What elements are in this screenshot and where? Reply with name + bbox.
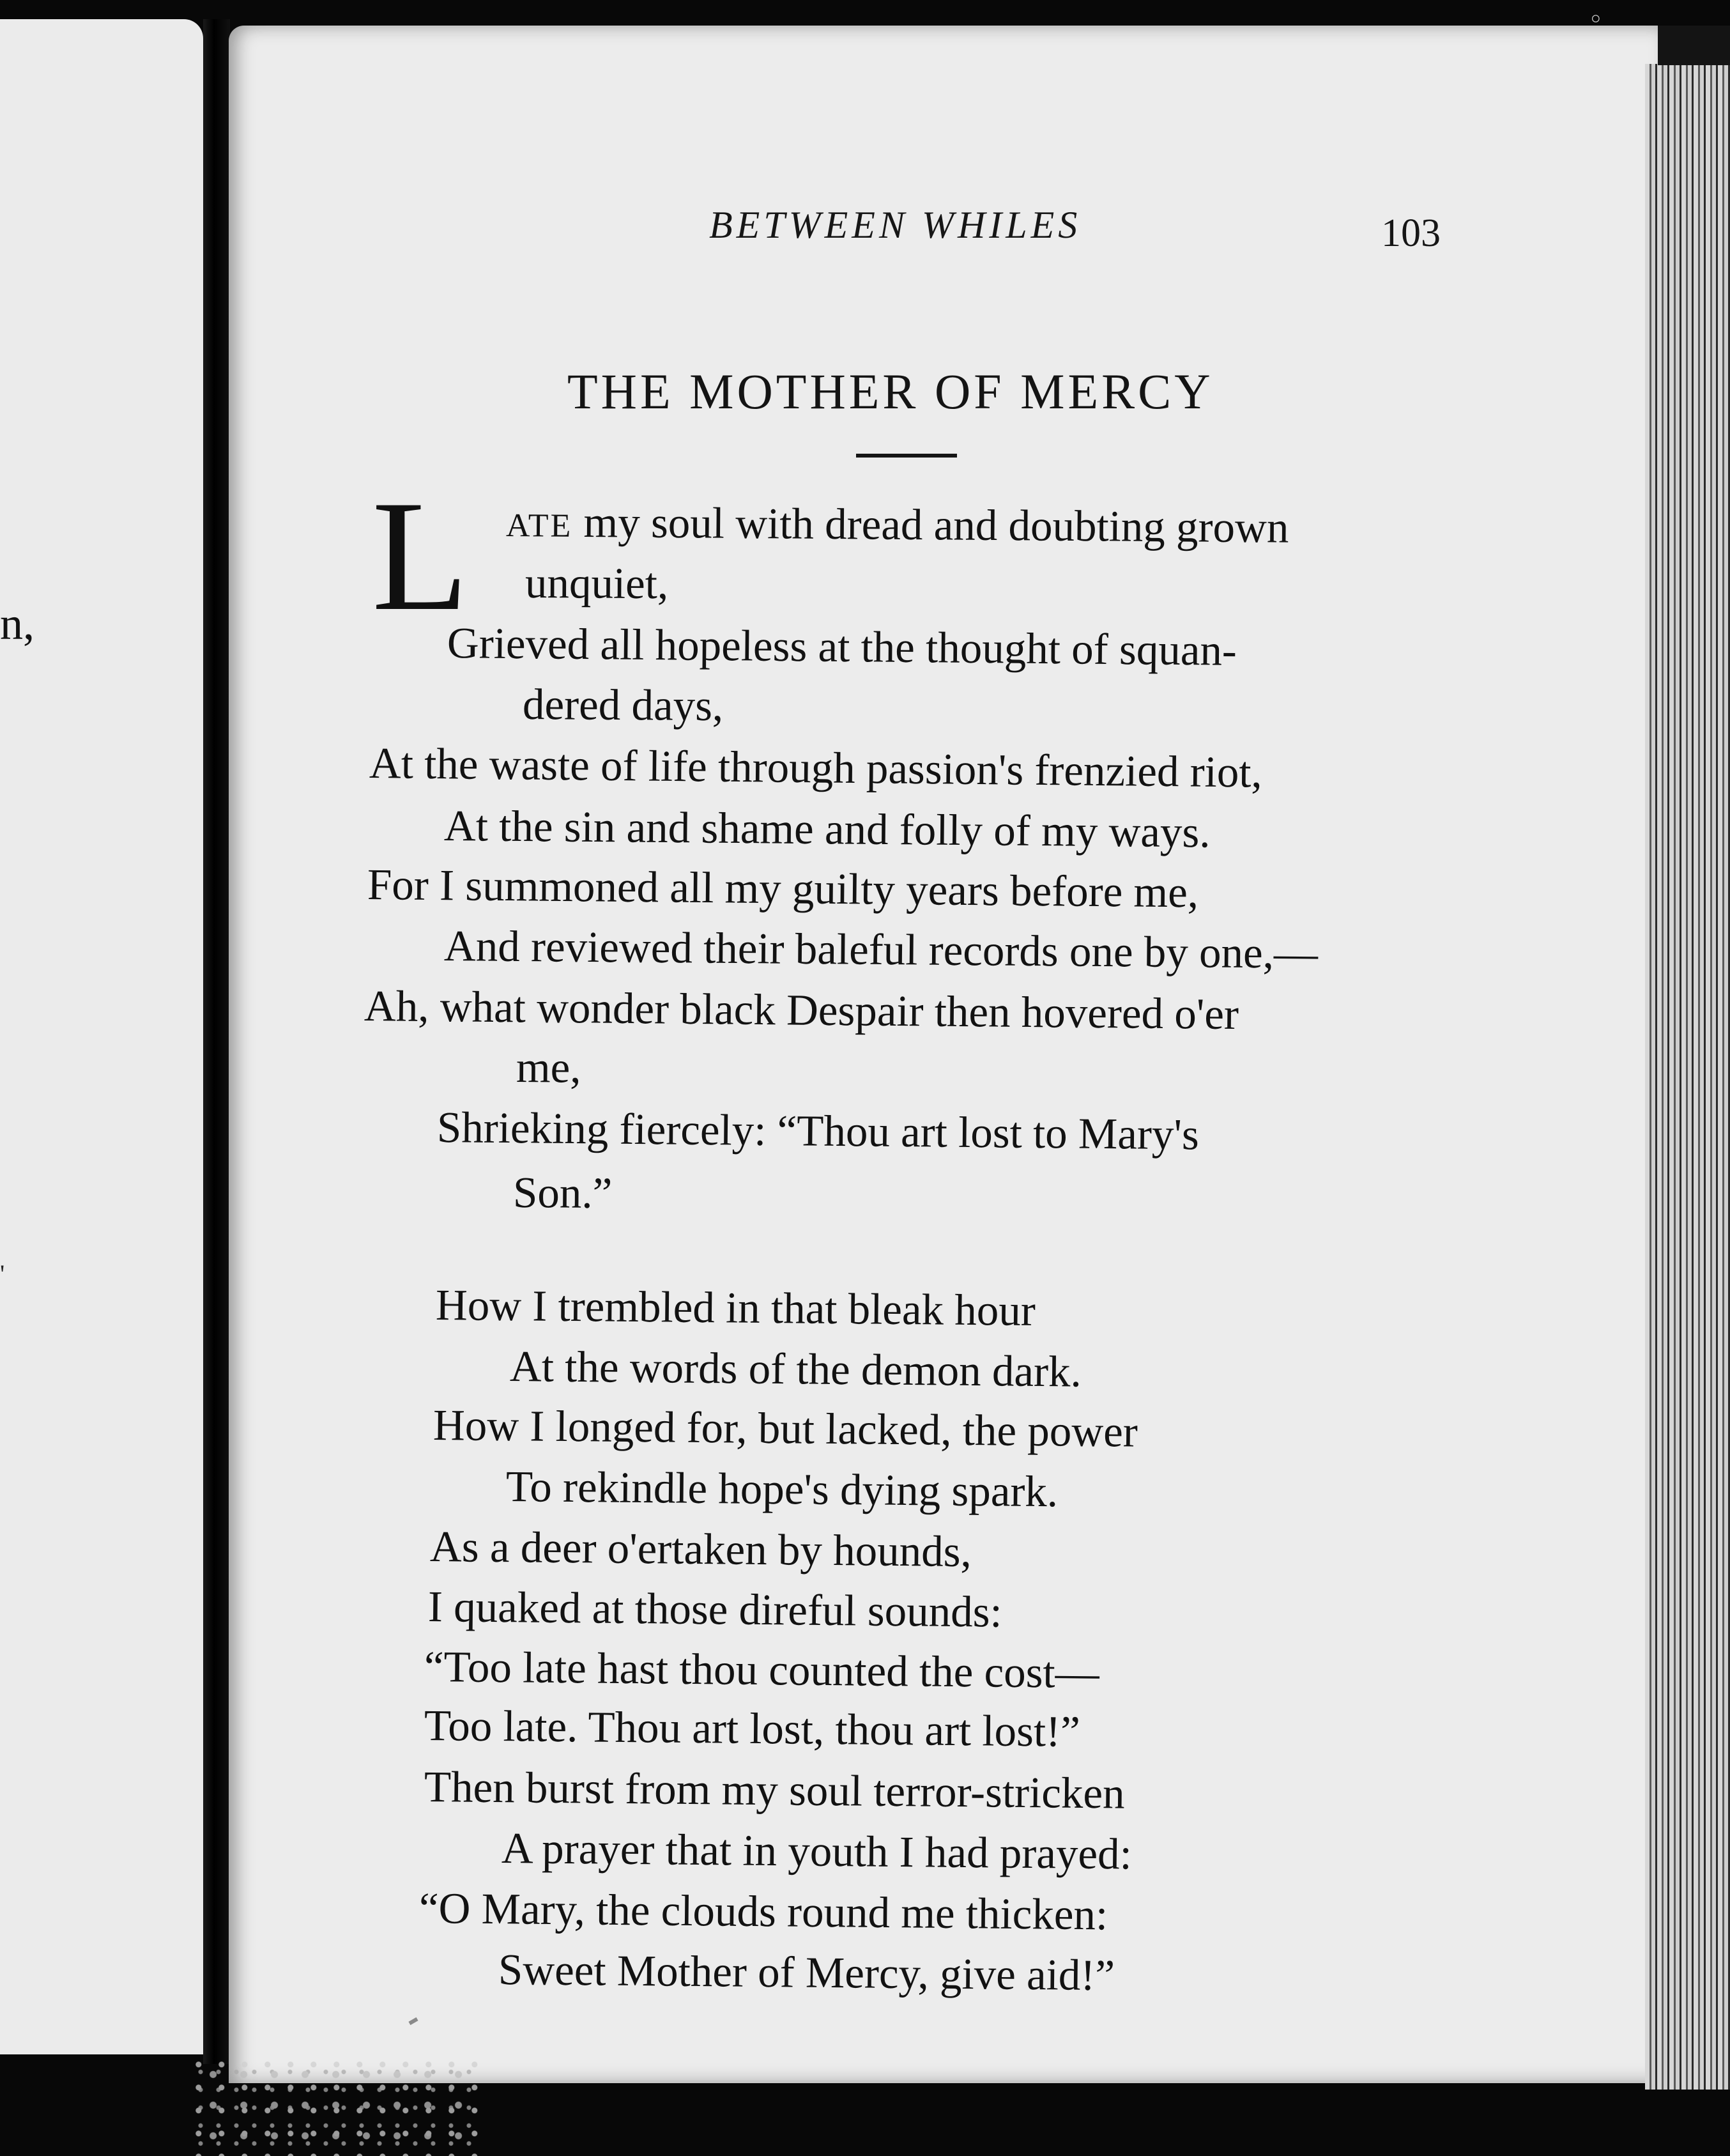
poem-line: “Too late hast thou counted the cost— bbox=[424, 1642, 1100, 1698]
poem-line: Ah, what wonder black Despair then hovered o'er bbox=[364, 982, 1239, 1039]
poem-line: Sweet Mother of Mercy, give aid!” bbox=[498, 1945, 1115, 2000]
poem-line: Shrieking fiercely: “Thou art lost to Mary's bbox=[436, 1103, 1200, 1159]
poem-line: At the waste of life through passion's frenzied riot, bbox=[369, 739, 1263, 797]
page-edges-top bbox=[1658, 26, 1730, 65]
poem-line: As a deer o'ertaken by hounds, bbox=[429, 1522, 972, 1576]
poem-line: For I summoned all my guilty years before me, bbox=[367, 860, 1199, 917]
corner-mark-icon: ◦ bbox=[1588, 5, 1604, 35]
left-facing-page bbox=[0, 19, 203, 2054]
poem-line: ATE my soul with dread and doubting grown bbox=[505, 497, 1289, 552]
small-caps-word: ATE bbox=[505, 507, 573, 544]
poem-line: dered days, bbox=[522, 680, 724, 730]
poem-line: Too late. Thou art lost, thou art lost!” bbox=[424, 1701, 1081, 1756]
poem-line: At the sin and shame and folly of my ways. bbox=[443, 801, 1211, 857]
title-rule bbox=[856, 454, 957, 458]
left-page-mark: ' bbox=[0, 1259, 5, 1288]
poem-line: How I longed for, but lacked, the power bbox=[433, 1401, 1138, 1456]
poem-line: Son.” bbox=[512, 1168, 613, 1218]
left-page-text-fragment: n, bbox=[0, 598, 34, 649]
poem-line: A prayer that in youth I had prayed: bbox=[501, 1824, 1133, 1879]
poem-line: Then burst from my soul terror-stricken bbox=[424, 1762, 1125, 1818]
poem-line: Grieved all hopeless at the thought of squan- bbox=[447, 619, 1237, 675]
poem-line: me, bbox=[516, 1043, 581, 1092]
poem-line: To rekindle hope's dying spark. bbox=[505, 1462, 1059, 1516]
poem-line: And reviewed their baleful records one by one,— bbox=[443, 921, 1319, 978]
poem-line: At the words of the demon dark. bbox=[509, 1342, 1082, 1396]
bottom-scan-noise bbox=[192, 2058, 479, 2156]
page-number: 103 bbox=[1381, 212, 1441, 255]
poem-title: THE MOTHER OF MERCY bbox=[567, 364, 1214, 419]
poem-line: unquiet, bbox=[524, 558, 669, 608]
drop-cap: L bbox=[372, 468, 469, 643]
book-gutter bbox=[203, 19, 230, 2064]
poem-line: How I trembled in that bleak hour bbox=[435, 1281, 1036, 1336]
page-edges bbox=[1645, 64, 1730, 2090]
poem-line: I quaked at those direful sounds: bbox=[427, 1582, 1003, 1636]
poem-line: “O Mary, the clouds round me thicken: bbox=[418, 1884, 1108, 1939]
running-head: BETWEEN WHILES bbox=[709, 204, 1082, 246]
